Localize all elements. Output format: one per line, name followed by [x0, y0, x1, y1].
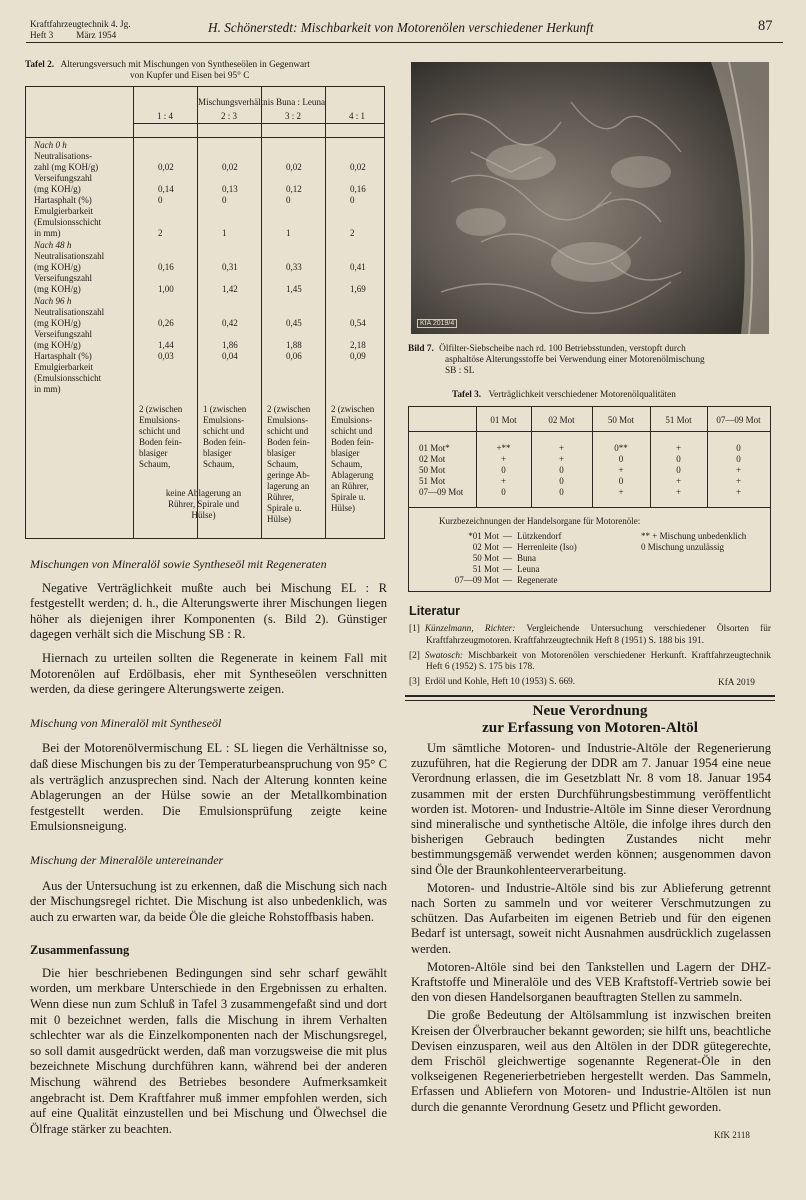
- legend-name: Leuna: [517, 564, 540, 574]
- filter-photo-image: [411, 62, 769, 334]
- tafel3-cell: +: [500, 476, 507, 486]
- legend-dash: —: [503, 575, 512, 585]
- tafel2-cell: 0,26: [158, 318, 174, 328]
- journal-info: [30, 19, 131, 41]
- tafel2-row-label: (mg KOH/g): [34, 340, 81, 350]
- emulsion-line: Emulsions-: [331, 415, 373, 425]
- tafel2-row-label: in mm): [34, 384, 61, 394]
- heading-mineral-oils: Mischung der Mineralöle untereinander: [30, 852, 224, 867]
- tafel2-row-label: (Emulsionsschicht: [34, 373, 102, 383]
- tafel2-row-label: in mm): [34, 228, 61, 238]
- tafel2-cell: 2: [350, 228, 355, 238]
- tafel3-table: [408, 406, 771, 508]
- tafel2-cell: 0,54: [350, 318, 366, 328]
- paragraph: Um sämtliche Motoren- und Industrie-Altöle der Regenerierung zuzuführen, hat die Regierung der DDR am 7. Januar 1954 eine neue Verordnung erlassen, die im Gesetzblatt Nr. 8 vom 18. Januar 1954 zusammen mit der ersten Durchführungsbestimmung veröffentlicht worden ist. Motoren- und Industrie-Altöle im Sinne dieser Verordnung sind mineralische und synthetische Altöle, die infolge ihres durch den bisherigen Gebrauch bedingten Zustandes nicht mehr bestimmungsgemäß verwendet werden können; ausgenommen davon sind Öle der Braunkohlenteerverarbeitung.: [411, 741, 771, 877]
- tafel2-cell: 2: [158, 228, 163, 238]
- tafel3-row-label: 07—09 Mot: [419, 487, 464, 497]
- tafel2-cell: 0,02: [222, 162, 238, 172]
- shared-note-line: Rührer, Spirale und: [167, 499, 240, 509]
- tafel2-cell: 0,16: [350, 184, 366, 194]
- article-title-line1: Neue Verordnung: [532, 702, 648, 719]
- tafel3-cell: +: [675, 487, 682, 497]
- left-column: [30, 557, 387, 1137]
- bild7-caption: [408, 344, 772, 377]
- running-title: H. Schönerstedt: Mischbarkeit von Motorenölen verschiedener Herkunft: [208, 20, 594, 35]
- tafel3-cell: +: [675, 476, 682, 486]
- emulsion-line: lagerung an: [267, 481, 310, 491]
- legend-name: Herrenleite (Iso): [517, 542, 577, 552]
- emulsion-line: blasiger: [331, 448, 360, 458]
- tafel2-cell: 0: [158, 195, 163, 205]
- legend-code: *01 Mot: [468, 531, 499, 541]
- tafel2-cell: 0: [350, 195, 355, 205]
- tafel3-cell: 0: [736, 454, 741, 464]
- emulsion-line: schicht und: [267, 426, 309, 436]
- emulsion-line: Hülse): [267, 514, 291, 524]
- tafel3-cell: +: [675, 443, 682, 453]
- bild7-caption-line1: Ölfilter-Siebscheibe nach rd. 100 Betriebsstunden, verstopft durch: [439, 344, 686, 354]
- tafel3-row-label: 02 Mot: [419, 454, 446, 464]
- tafel2-row-label: (mg KOH/g): [34, 184, 81, 194]
- tafel2-row-label: Hartasphalt (%): [34, 351, 92, 361]
- tafel2-row-label: Neutralisationszahl: [34, 251, 105, 261]
- paragraph: Motoren- und Industrie-Altöle sind bis zur Ablieferung getrennt nach Sorten zu sammeln und vor weiterer Verschmutzungen zu schützen. Das Aufarbeiten im eigenen Betrieb und für den eigenen Bedarf ist untersagt, soweit nicht Ausnahmen ausdrücklich zugelassen werden.: [411, 880, 771, 956]
- tafel3-row-label: 50 Mot: [419, 465, 446, 475]
- legend-right-1: ** + Mischung unbedenklich: [641, 531, 747, 541]
- tafel2-cell: 0,02: [286, 162, 302, 172]
- tafel2-cell: 1,45: [286, 284, 302, 294]
- emulsion-line: schicht und: [203, 426, 245, 436]
- tafel3-cell: 0: [559, 465, 564, 475]
- tafel3-cell: +: [500, 454, 507, 464]
- tafel3-cell: +: [618, 487, 624, 497]
- header-rule: [26, 42, 783, 43]
- section-divider: [405, 695, 775, 701]
- tafel3-column-header: 02 Mot: [548, 415, 575, 425]
- tafel3-column-header: 07—09 Mot: [716, 415, 761, 425]
- emulsion-line: Rührer,: [267, 492, 294, 502]
- reference-text: Vergleichende Untersuchung verschiedener Ölsorten für Kraftfahrzeugmotoren. Kraftfahrzeugtechnik Heft 8 (1951) S. 188 bis 191.: [426, 624, 772, 646]
- journal-line-1: Kraftfahrzeugtechnik 4. Jg.: [30, 19, 131, 29]
- emulsion-line: 2 (zwischen: [331, 404, 375, 414]
- reference-number: [2]: [409, 650, 420, 661]
- tafel3-cell: +: [735, 487, 742, 497]
- tafel2-cell: 1,86: [222, 340, 238, 350]
- emulsion-line: 2 (zwischen: [139, 404, 183, 414]
- literature-heading: Literatur: [409, 604, 461, 618]
- tafel2-row-label: Nach 0 h: [34, 140, 67, 150]
- emulsion-line: Hülse): [331, 503, 355, 513]
- emulsion-line: 2 (zwischen: [267, 404, 311, 414]
- tafel2-emulsion-cell: [139, 404, 182, 470]
- tafel2-shared-note: [146, 488, 261, 521]
- legend-dash: —: [503, 531, 512, 541]
- tafel2-row-label: Neutralisationszahl: [34, 307, 105, 317]
- tafel2-column-header: 1 : 4: [156, 111, 173, 121]
- reference-number: [1]: [409, 624, 420, 634]
- emulsion-line: Emulsions-: [203, 415, 245, 425]
- tafel2-row-label: (Emulsionsschicht: [34, 217, 102, 227]
- bild7-caption-line2: asphaltöse Alterungsstoffe bei Verwendung einer Motorenölmischung: [445, 355, 705, 365]
- legend-code: 50 Mot: [472, 553, 499, 563]
- emulsion-line: Schaum,: [267, 459, 299, 469]
- tafel3-cell: 0: [618, 454, 624, 464]
- legend-name: Regenerate: [517, 575, 558, 585]
- reference-number: [3]: [409, 677, 420, 688]
- article-code: KfK 2118: [714, 1130, 750, 1140]
- tafel2-row-label: (mg KOH/g): [34, 284, 81, 294]
- tafel2-cell: 0,31: [222, 262, 238, 272]
- emulsion-line: Schaum,: [203, 459, 235, 469]
- tafel2-cell: 1,69: [350, 284, 366, 294]
- tafel3-cell: 0: [501, 465, 506, 475]
- emulsion-line: schicht und: [331, 426, 373, 436]
- legend-dash: —: [503, 542, 512, 552]
- journal-line-2: Heft 3 März 1954: [30, 30, 117, 40]
- literature-reference: [409, 677, 771, 689]
- tafel2-row-label: Neutralisations-: [34, 151, 93, 161]
- tafel3-column-header: 01 Mot: [490, 415, 517, 425]
- tafel3-cell: 0: [676, 454, 681, 464]
- legend-dash: —: [503, 553, 512, 563]
- tafel2-cell: 0,33: [286, 262, 302, 272]
- emulsion-line: Schaum,: [331, 459, 363, 469]
- tafel2-cell: 0,03: [158, 351, 174, 361]
- tafel3-caption-label: Tafel 3.: [452, 390, 482, 400]
- emulsion-line: Boden fein-: [139, 437, 182, 447]
- tafel2-row-label: Nach 48 h: [34, 240, 72, 250]
- emulsion-line: Boden fein-: [331, 437, 374, 447]
- tafel3-cell: +: [735, 476, 742, 486]
- emulsion-line: schicht und: [139, 426, 181, 436]
- emulsion-line: Schaum,: [139, 459, 171, 469]
- tafel2-cell: 0,04: [222, 351, 238, 361]
- tafel2-cell: 0,12: [286, 184, 302, 194]
- emulsion-line: Emulsions-: [139, 415, 181, 425]
- tafel2-column-header: 4 : 1: [348, 111, 365, 121]
- tafel2-caption-label: Tafel 2.: [25, 60, 55, 70]
- tafel2-caption-line2: von Kupfer und Eisen bei 95° C: [130, 71, 250, 81]
- tafel3-cell: 0: [618, 476, 624, 486]
- tafel3-row-label: 01 Mot*: [419, 443, 450, 453]
- tafel2-row-label: (mg KOH/g): [34, 262, 81, 272]
- reference-text: Mischbarkeit von Motorenölen verschiedener Herkunft. Kraftfahrzeugtechnik Heft 6 (1952) S. 175 bis 178.: [426, 650, 771, 673]
- tafel3-column-header: 50 Mot: [607, 415, 635, 425]
- tafel2-column-header: 2 : 3: [220, 111, 237, 121]
- tafel3-cell: +**: [496, 443, 511, 453]
- filter-photo: [411, 62, 769, 334]
- page-number: 87: [758, 18, 773, 34]
- article-title-line2: zur Erfassung von Motoren-Altöl: [482, 719, 698, 736]
- tafel2-row-label: Emulgierbarkeit: [34, 362, 94, 372]
- tafel3-cell: 0: [559, 476, 564, 486]
- tafel2-cell: 1,88: [286, 340, 302, 350]
- literature-section: [409, 604, 771, 692]
- legend-dash: —: [503, 564, 512, 574]
- tafel3-cell: +: [618, 465, 624, 475]
- heading-summary: Zusammenfassung: [30, 943, 130, 958]
- tafel3-column-header: 51 Mot: [665, 415, 692, 425]
- tafel2-row-label: zahl (mg KOH/g): [34, 162, 99, 172]
- reference-author: Swatosch:: [424, 650, 464, 661]
- tafel3-cell: 0: [559, 487, 564, 497]
- tafel3-cell: 0: [736, 443, 741, 453]
- emulsion-line: geringe Ab-: [267, 470, 310, 480]
- tafel2-cell: 1,00: [158, 284, 174, 294]
- heading-mineral-synthetic: Mischung von Mineralöl mit Syntheseöl: [30, 715, 222, 730]
- tafel2-row-label: Verseifungszahl: [34, 173, 93, 183]
- tafel2-cell: 0,06: [286, 351, 302, 361]
- tafel2-cell: 0,09: [350, 351, 366, 361]
- tafel3-row-label: 51 Mot: [419, 476, 446, 486]
- bild7-caption-label: Bild 7.: [408, 344, 434, 354]
- tafel2-cell: 0,14: [158, 184, 174, 194]
- paragraph: Negative Verträglichkeit mußte auch bei Mischung EL : R festgestellt werden; d. h., die Alterungswerte ihrer Mischungen liegen höher als diejenigen ihrer Komponenten (s. Bild 2). Günstiger dagegen verhält sich die Mischung SB : R.: [30, 580, 387, 642]
- tafel2-caption: [25, 60, 385, 82]
- tafel2-cell: 0,45: [286, 318, 302, 328]
- emulsion-line: blasiger: [139, 448, 168, 458]
- emulsion-line: Emulsions-: [267, 415, 309, 425]
- paragraph: Die hier beschriebenen Bedingungen sind sehr scharf gewählt worden, um merkbare Unterschiede in den Ergebnissen zu erhalten. Wenn diese nun zum Schluß in Tafel 3 zusammengefaßt sind und dort mit 0 bezeichnet werden, falls die Mischung in ihrem Verhalten schlechter war als die Einzelkomponenten nach der Mischungsregel, so soll damit ausgedrückt werden, daß man vorzugsweise die mit plus bezeichnete Mischung durchführen kann, während bei der anderen Mischung während des Betriebes besondere Aufmerksamkeit angebracht ist. Dem Kraftfahrer muß immer empfohlen werden, sich auf eine Qualität einzustellen und bei Mischung und Ölwechsel die Ölfrage stärker zu beachten.: [30, 965, 387, 1136]
- heading-regenerate: Mischungen von Mineralöl sowie Syntheseöl mit Regeneraten: [30, 557, 327, 571]
- legend-code: 07—09 Mot: [454, 575, 499, 585]
- shared-note-line: keine Ablagerung an: [165, 488, 242, 498]
- tafel2-row-label: Hartasphalt (%): [34, 195, 92, 205]
- article-title: [409, 702, 771, 736]
- tafel3-caption-text: Verträglichkeit verschiedener Motorenölqualitäten: [488, 390, 676, 400]
- bild7-caption-line3: SB : SL: [445, 366, 475, 376]
- tafel2-caption-line1: Alterungsversuch mit Mischungen von Syntheseölen in Gegenwart: [60, 60, 310, 70]
- tafel2-cell: 0: [222, 195, 227, 205]
- tafel2-group-header: Mischungsverhältnis Buna : Leuna: [198, 97, 326, 107]
- paragraph: Aus der Untersuchung ist zu erkennen, daß die Mischung sich nach der Mischungsregel richtet. Die Mischung ist also unbedenklich, was auch zu erwarten war, da beide Öle die gleiche Rohstoffbasis haben.: [30, 878, 387, 924]
- tafel3-cell: +: [558, 443, 565, 453]
- tafel2-row-label: Emulgierbarkeit: [34, 206, 94, 216]
- tafel2-row-label: (mg KOH/g): [34, 318, 81, 328]
- legend-code: 51 Mot: [472, 564, 499, 574]
- tafel2-cell: 0,41: [350, 262, 366, 272]
- paragraph: Die große Bedeutung der Altölsammlung ist inzwischen breiten Kreisen der Ölverbraucher bekannt geworden; sie hilft uns, beachtliche Devisen einzusparen, weil aus den Altölen in der DDR gütegerechte, dem Frischöl gleichwertige sogenannte Regenerat-Öle in den volkseigenen Regenerierbetrieben hergestellt werden. Das Sammeln, Erfassen und Abliefern von Motoren- und Industrie-Altölen ist nun durch die genannte Verordnung Gesetz und Pflicht geworden.: [411, 1008, 771, 1114]
- tafel2-row-label: Verseifungszahl: [34, 273, 93, 283]
- tafel2-table: [25, 86, 385, 539]
- tafel2-row-label: Verseifungszahl: [34, 329, 93, 339]
- tafel2-cell: 0,02: [350, 162, 366, 172]
- legend-code: 02 Mot: [472, 542, 499, 552]
- tafel2-cell: 0,42: [222, 318, 238, 328]
- emulsion-line: Spirale u.: [331, 492, 366, 502]
- emulsion-line: an Rührer,: [331, 481, 369, 491]
- tafel3-cell: +: [558, 454, 565, 464]
- tafel2-column-header: 3 : 2: [284, 111, 301, 121]
- literature-code: KfA 2019: [718, 678, 755, 688]
- literature-reference: [409, 624, 771, 648]
- emulsion-line: Boden fein-: [267, 437, 310, 447]
- tafel3-legend: [408, 506, 771, 592]
- legend-right-2: 0 Mischung unzulässig: [641, 542, 724, 552]
- tafel2-cell: 2,18: [350, 340, 366, 350]
- tafel2-cell: 1,44: [158, 340, 174, 350]
- tafel2-cell: 0,02: [158, 162, 174, 172]
- tafel2-cell: 0: [286, 195, 291, 205]
- tafel2-cell: 1: [286, 228, 291, 238]
- tafel3-cell: 0: [501, 487, 506, 497]
- tafel3-cell: +: [735, 465, 742, 475]
- tafel3-cell: 0**: [614, 443, 628, 453]
- paragraph: Bei der Motorenölvermischung EL : SL liegen die Verhältnisse so, daß diese Mischungen bis zu der Temperaturbeanspruchung von 95° C als verträglich anzusprechen sind. Nach der Alterung konnten keine Ablagerungen an der Hülse sowie an der Metallkombination festgestellt werden. Die Emulsionsprüfung zeigte keine Emulsionsneigung.: [30, 741, 387, 834]
- paragraph: Motoren-Altöle sind bei den Tankstellen und Lagern der DHZ-Kraftstoffe und Mineralöle und des VEB Kraftstoff-Vertrieb sowie bei den von diesen Handelsorganen beauftragten Stellen zu sammeln.: [411, 959, 771, 1005]
- emulsion-line: blasiger: [267, 448, 296, 458]
- shared-note-line: Hülse): [191, 510, 216, 520]
- tafel3-cell: 0: [676, 465, 681, 475]
- tafel2-cell: 1,42: [222, 284, 238, 294]
- tafel2-emulsion-cell: [203, 404, 246, 470]
- paragraph: Hiernach zu urteilen sollten die Regenerate in keinem Fall mit Motorenölen auf Erdölbasis, eher mit Syntheseölen verschnitten werden, da diese geringere Alterungswerte zeigen.: [30, 650, 387, 697]
- tafel2-emulsion-cell: [331, 404, 374, 514]
- article-body: [411, 741, 771, 1115]
- tafel2-cell: 0,16: [158, 262, 174, 272]
- emulsion-line: Spirale u.: [267, 503, 302, 513]
- tafel2-row-label: Nach 96 h: [34, 296, 72, 306]
- emulsion-line: Boden fein-: [203, 437, 246, 447]
- emulsion-line: Ablagerung: [331, 470, 374, 480]
- literature-reference: [409, 651, 771, 675]
- tafel3-caption: [452, 390, 676, 401]
- tafel2-cell: 0,13: [222, 184, 238, 194]
- legend-name: Lützkendorf: [517, 531, 562, 541]
- photo-tag: KfA 2019/4: [417, 319, 457, 328]
- tafel2-emulsion-cell: [267, 404, 310, 525]
- legend-title: Kurzbezeichnungen der Handelsorgane für Motorenöle:: [439, 516, 641, 526]
- reference-author: Künzelmann, Richter:: [424, 624, 516, 634]
- legend-name: Buna: [517, 553, 536, 563]
- reference-text: Erdöl und Kohle, Heft 10 (1953) S. 669.: [424, 677, 576, 688]
- emulsion-line: 1 (zwischen: [203, 404, 247, 414]
- tafel2-cell: 1: [222, 228, 227, 238]
- emulsion-line: blasiger: [203, 448, 232, 458]
